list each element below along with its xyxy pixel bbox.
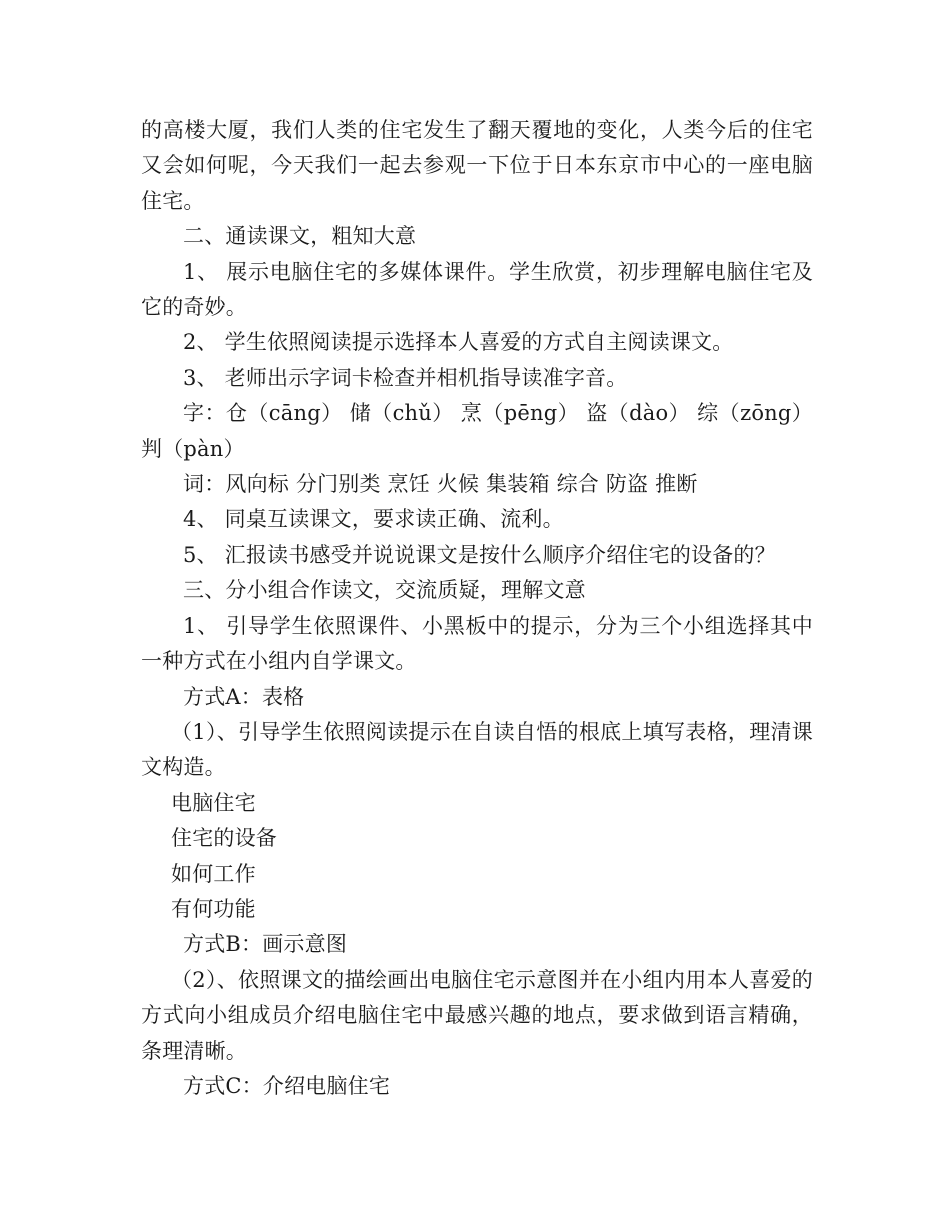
list-item-1-multimedia: 1、 展示电脑住宅的多媒体课件。学生欣赏，初步理解电脑住宅及它的奇妙。 (141, 259, 813, 320)
list-item-1-group-selection: 1、 引导学生依照课件、小黑板中的提示，分为三个小组选择其中一种方式在小组内自学课文。 (141, 613, 813, 674)
section-heading-read-through: 二、通读课文，粗知大意 (183, 224, 417, 249)
method-a-step-1: （1）、引导学生依照阅读提示在自读自悟的根底上填写表格，理清课文构造。 (141, 719, 813, 780)
table-label-how-it-works: 如何工作 (171, 861, 256, 886)
list-item-4-partner-reading: 4、 同桌互读课文，要求读正确、流利。 (183, 507, 564, 532)
method-b-step-2: （2）、依照课文的描绘画出电脑住宅示意图并在小组内用本人喜爱的方式向小组成员介绍电脑住宅中最感兴趣的地点，要求做到语言精确，条理清晰。 (141, 967, 813, 1063)
method-b-heading: 方式B：画示意图 (183, 932, 348, 957)
method-c-heading: 方式C：介绍电脑住宅 (183, 1073, 391, 1098)
table-label-equipment: 住宅的设备 (171, 826, 277, 851)
vocabulary-list: 词：风向标 分门别类 烹饪 火候 集装箱 综合 防盗 推断 (183, 472, 698, 497)
character-pinyin-list: 字：仓（cāng） 储（chǔ） 烹（pēng） 盗（dào） 综（zōng） 判（pàn） (141, 401, 813, 461)
paragraph-intro-continuation: 的高楼大厦，我们人类的住宅发生了翻天覆地的变化，人类今后的住宅又会如何呢，今天我们一起去参观一下位于日本东京市中心的一座电脑住宅。 (141, 118, 813, 213)
method-a-heading: 方式A：表格 (183, 684, 305, 709)
document-body (141, 113, 813, 1104)
list-item-2-self-reading: 2、 学生依照阅读提示选择本人喜爱的方式自主阅读课文。 (183, 330, 734, 355)
section-heading-group-work: 三、分小组合作读文，交流质疑，理解文意 (183, 578, 586, 603)
list-item-5-report: 5、 汇报读书感受并说说课文是按什么顺序介绍住宅的设备的？ (183, 542, 776, 567)
table-label-computer-house: 电脑住宅 (171, 790, 256, 815)
table-label-functions: 有何功能 (171, 896, 256, 921)
list-item-3-word-cards: 3、 老师出示字词卡检查并相机指导读准字音。 (183, 365, 628, 390)
